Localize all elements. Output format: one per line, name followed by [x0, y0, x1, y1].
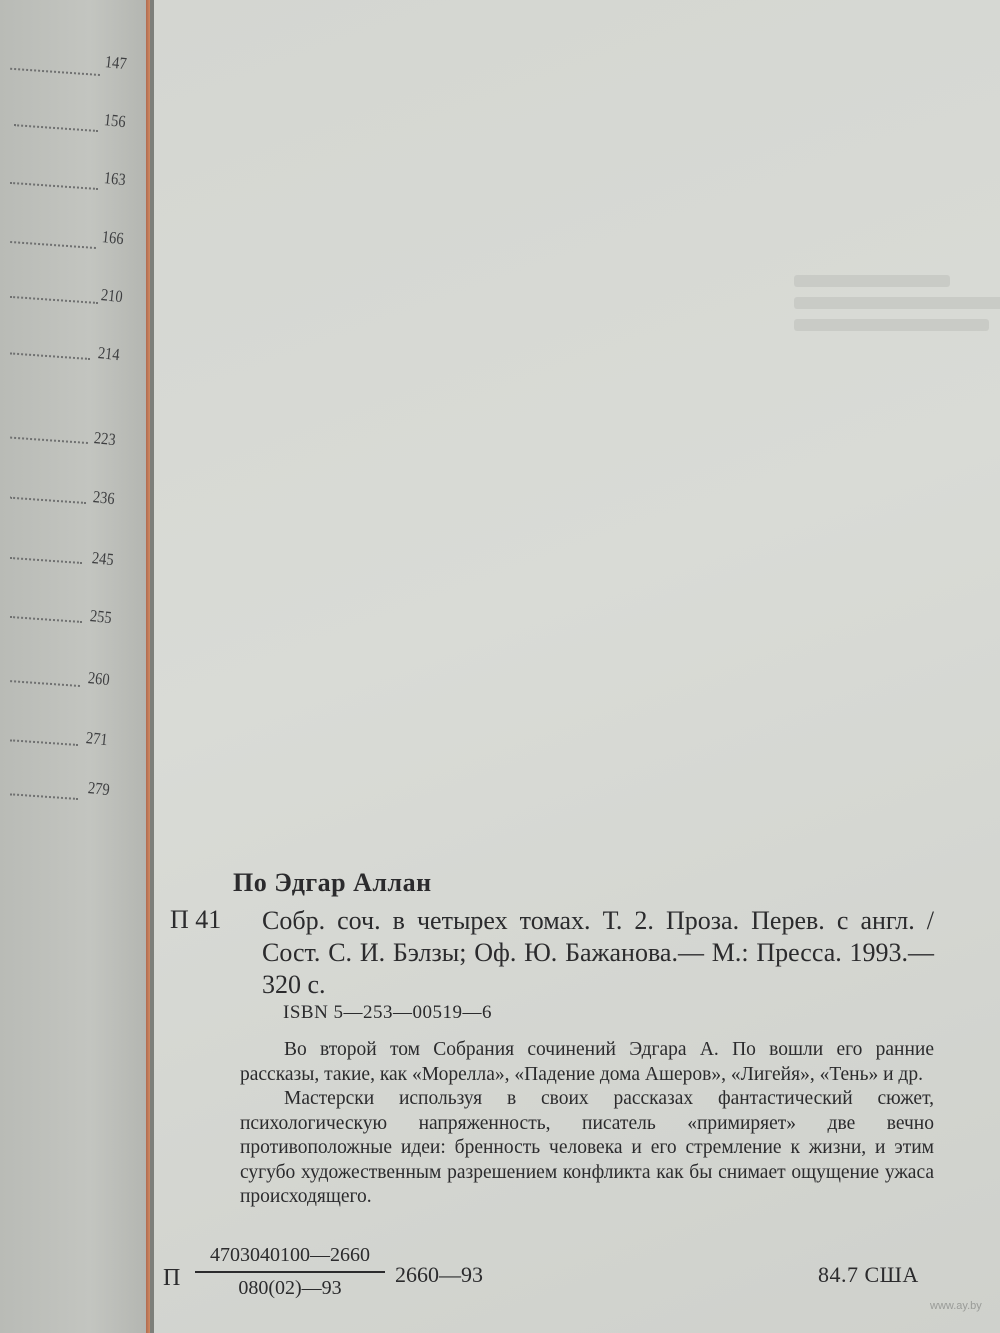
annotation-paragraph: Мастерски используя в своих рассказах фантастический сюжет, психологическую напряженность, писатель «примиряет» две вечно противоположные идеи: бренность человека и его стремление к жизни, и этим сугубо художественным разрешением конфликта как бы снимает ощущение ужаса происходящего.: [240, 1088, 934, 1207]
toc-page-number: 271: [85, 728, 109, 750]
left-page: [0, 0, 150, 1333]
toc-page-number: 166: [101, 227, 125, 249]
toc-leader: [10, 495, 86, 504]
toc-leader: [10, 614, 82, 623]
toc-page-number: 260: [87, 668, 111, 690]
classification-code: П 41: [170, 905, 222, 934]
toc-page-number: 210: [100, 285, 124, 307]
show-through-text: [794, 265, 1000, 341]
toc-page-number: 223: [93, 428, 117, 450]
toc-page-number: 245: [91, 548, 115, 570]
toc-leader: [10, 737, 78, 746]
fraction-numerator: 4703040100—2660: [195, 1244, 385, 1273]
toc-leader: [10, 350, 90, 360]
toc-leader: [14, 122, 98, 132]
toc-page-number: 156: [103, 110, 127, 132]
footer-letter: П: [163, 1265, 181, 1291]
isbn: ISBN 5—253—00519—6: [283, 1002, 493, 1023]
catalog-code: 2660—93: [395, 1262, 483, 1287]
bbk-classification: 84.7 США: [818, 1262, 919, 1287]
author-name: По Эдгар Аллан: [233, 868, 432, 897]
toc-leader: [10, 435, 88, 444]
toc-page-number: 279: [87, 778, 111, 800]
toc-leader: [10, 555, 82, 564]
toc-leader: [10, 791, 78, 800]
annotation-paragraph: Во второй том Собрания сочинений Эдгара А. По вошли его ранние рассказы, такие, как «Морелла», «Падение дома Ашеров», «Лигейя», «Тень» и др.: [240, 1039, 934, 1085]
bibliographic-description: Собр. соч. в четырех томах. Т. 2. Проза. Перев. с англ. / Сост. С. И. Бэлзы; Оф. Ю. Бажанова.— М.: Пресса. 1993.—320 с.: [262, 906, 934, 999]
catalog-fraction: [195, 1244, 385, 1300]
toc-leader: [10, 678, 80, 687]
toc-page-number: 147: [104, 52, 128, 74]
toc-page-number: 163: [103, 168, 127, 190]
toc-leader: [10, 239, 96, 249]
toc-page-number: 214: [97, 343, 121, 365]
toc-leader: [10, 180, 98, 190]
toc-page-number: 255: [89, 606, 113, 628]
annotation: [240, 1038, 934, 1210]
toc-leader: [10, 294, 98, 304]
fraction-denominator: 080(02)—93: [238, 1277, 342, 1299]
watermark: www.ay.by: [930, 1300, 982, 1312]
toc-leader: [10, 66, 100, 76]
page-edge: [146, 0, 150, 1333]
toc-page-number: 236: [92, 487, 116, 509]
